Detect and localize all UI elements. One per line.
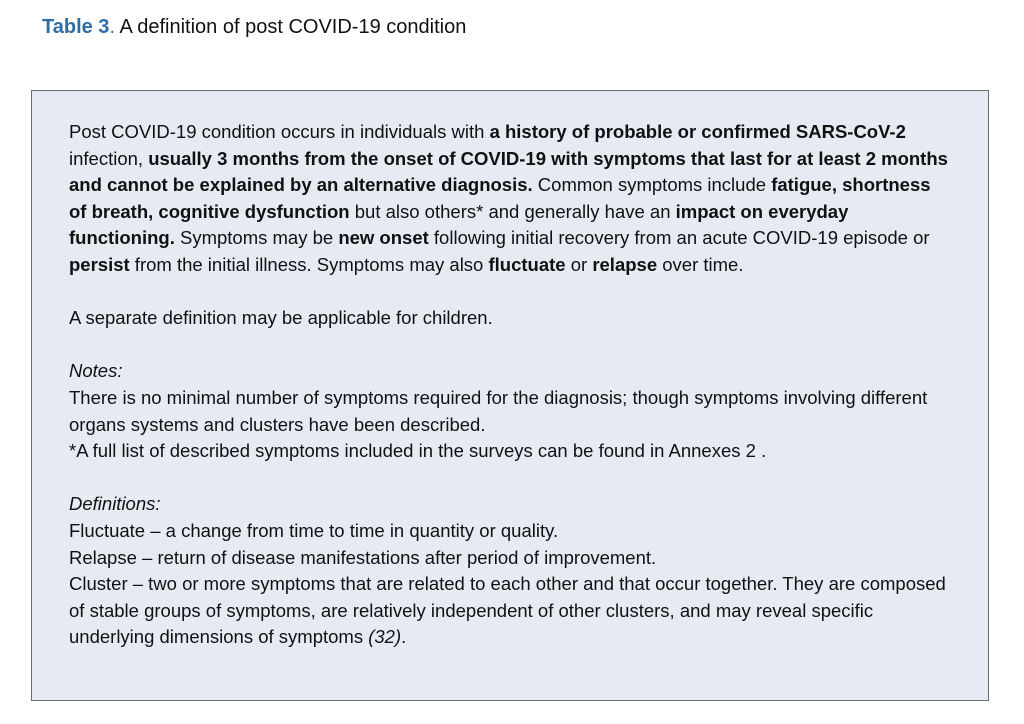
definition-emphasis: persist — [69, 253, 130, 275]
definition-text: following initial recovery from an acute COVID-19 episode or — [428, 227, 930, 249]
definition-text: over time. — [657, 253, 744, 275]
cluster-text: Cluster – two or more symptoms that are related to each other and that occur together. They are composed of stable groups of symptoms, are relatively independent of other clusters, and may reveal specific underlying dimensions of symptoms — [69, 573, 946, 648]
table-title: A definition of post COVID-19 condition — [115, 16, 467, 38]
definition-emphasis: fluctuate — [488, 253, 566, 275]
definition-relapse: Relapse – return of disease manifestations after period of improvement. — [69, 546, 657, 568]
definitions-heading-text: Definitions: — [69, 493, 161, 515]
cluster-end: . — [401, 626, 407, 648]
definition-text: from the initial illness. Symptoms may also — [129, 253, 489, 275]
citation-reference: (32) — [368, 626, 402, 648]
notes-line-minimal-symptoms: There is no minimal number of symptoms required for the diagnosis; though symptoms involving different organs systems and clusters have been described. — [69, 386, 928, 435]
definition-emphasis: relapse — [592, 253, 658, 275]
definition-fluctuate: Fluctuate – a change from time to time in quantity or quality. — [69, 519, 559, 541]
definition-emphasis: impact on everyday functioning. — [69, 200, 849, 249]
definition-emphasis: new onset — [338, 227, 429, 249]
definition-text: or — [565, 253, 593, 275]
definitions-heading — [69, 491, 953, 518]
definition-cluster — [69, 571, 953, 651]
notes-line-annex: *A full list of described symptoms included in the surveys can be found in Annexes 2 . — [69, 440, 767, 462]
spacer — [69, 465, 953, 492]
spacer — [69, 332, 953, 359]
definition-text: Symptoms may be — [174, 227, 339, 249]
definition-box — [31, 90, 989, 701]
spacer — [69, 279, 953, 306]
notes-heading-text: Notes: — [69, 360, 123, 382]
caption-separator: . — [109, 16, 115, 38]
definition-emphasis: a history of probable or confirmed SARS-CoV-2 — [489, 121, 906, 142]
definition-paragraph — [69, 119, 953, 279]
definition-text: infection, — [69, 147, 149, 169]
definition-text: Common symptoms include — [532, 174, 772, 196]
definition-emphasis: usually 3 months from the onset of COVID-19 with symptoms that last for at least 2 months and cannot be explained by an alternative diagnosis. — [69, 147, 948, 196]
definition-emphasis: fatigue, shortness of breath, cognitive dysfunction — [69, 174, 931, 222]
children-note: A separate definition may be applicable for children. — [69, 307, 493, 329]
definition-text: Post COVID-19 condition occurs in individuals with — [69, 121, 490, 142]
table-number: Table 3 — [42, 16, 110, 38]
definition-content — [69, 119, 953, 651]
definition-text: but also others* and generally have an — [349, 200, 676, 222]
table-caption — [42, 14, 466, 40]
notes-heading — [69, 358, 953, 385]
